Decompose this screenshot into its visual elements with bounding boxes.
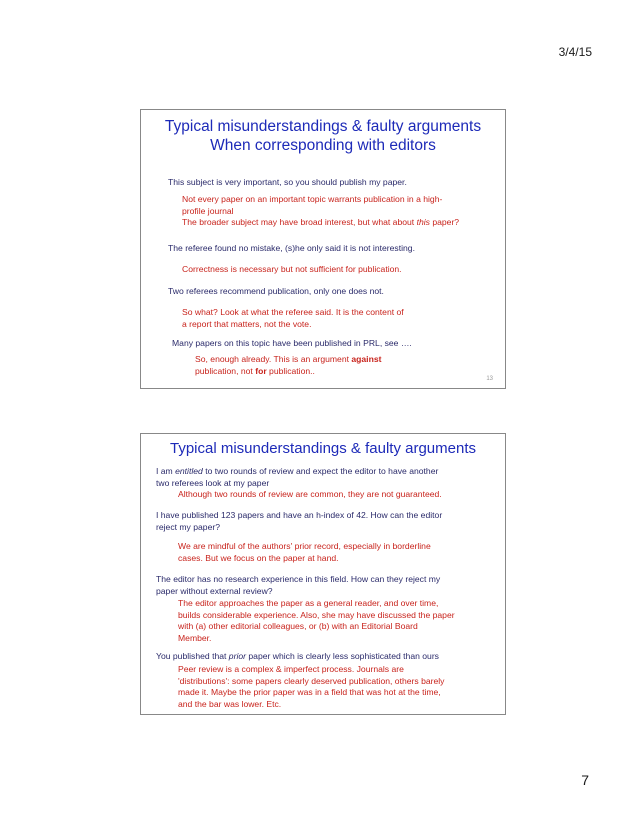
slide-number: 13: [486, 376, 493, 382]
argument-prior-paper: You published that prior paper which is clearly less sophisticated than ours: [156, 651, 439, 661]
slide-title: Typical misunderstandings & faulty arguments: [170, 440, 476, 457]
argument-prl-papers: Many papers on this topic have been published in PRL, see ….: [172, 338, 412, 348]
argument-entitled-review: I am entitled to two rounds of review and expect the editor to have another two referees look at my paper: [156, 466, 439, 488]
argument-referee-vote: Two referees recommend publication, only one does not.: [168, 286, 384, 296]
response-no-mistake: Correctness is necessary but not sufficient for publication.: [182, 264, 402, 274]
response-prl-papers: So, enough already. This is an argument against publication, not for publication..: [195, 354, 382, 376]
response-important-subject: Not every paper on an important topic warrants publication in a high- profile journal The broader subject may have broad interest, but what about this paper?: [182, 194, 460, 227]
response-referee-vote: So what? Look at what the referee said. It is the content of a report that matters, not the vote.: [182, 307, 404, 329]
argument-h-index: I have published 123 papers and have an h-index of 42. How can the editor reject my paper?: [156, 510, 443, 532]
date-header: 3/4/15: [558, 45, 592, 59]
slide-faulty-arguments-authors: [140, 433, 506, 715]
argument-editor-experience: The editor has no research experience in this field. How can they reject my paper without external review?: [156, 574, 441, 596]
response-prior-paper: Peer review is a complex & imperfect process. Journals are 'distributions': some papers clearly deserved publication, others barely made it. Maybe the prior paper was in a field that was hot at the time, and the bar was lower. Etc.: [178, 664, 445, 709]
response-entitled-review: Although two rounds of review are common, they are not guaranteed.: [178, 489, 442, 499]
argument-important-subject: This subject is very important, so you should publish my paper.: [168, 177, 407, 187]
page-number: 7: [581, 772, 589, 788]
slide-faulty-arguments-editors: [140, 109, 506, 389]
slide-title: [141, 117, 505, 155]
response-editor-experience: The editor approaches the paper as a general reader, and over time, builds considerable experience. Also, she may have discussed the paper with (a) other editorial colleagues, or (b) with an Editorial Board Member.: [178, 598, 455, 643]
response-h-index: We are mindful of the authors' prior record, especially in borderline cases. But we focus on the paper at hand.: [178, 541, 431, 563]
slide-title-line2: When corresponding with editors: [210, 137, 436, 154]
argument-no-mistake: The referee found no mistake, (s)he only said it is not interesting.: [168, 243, 415, 253]
slide-title-line1: Typical misunderstandings & faulty arguments: [164, 118, 482, 135]
